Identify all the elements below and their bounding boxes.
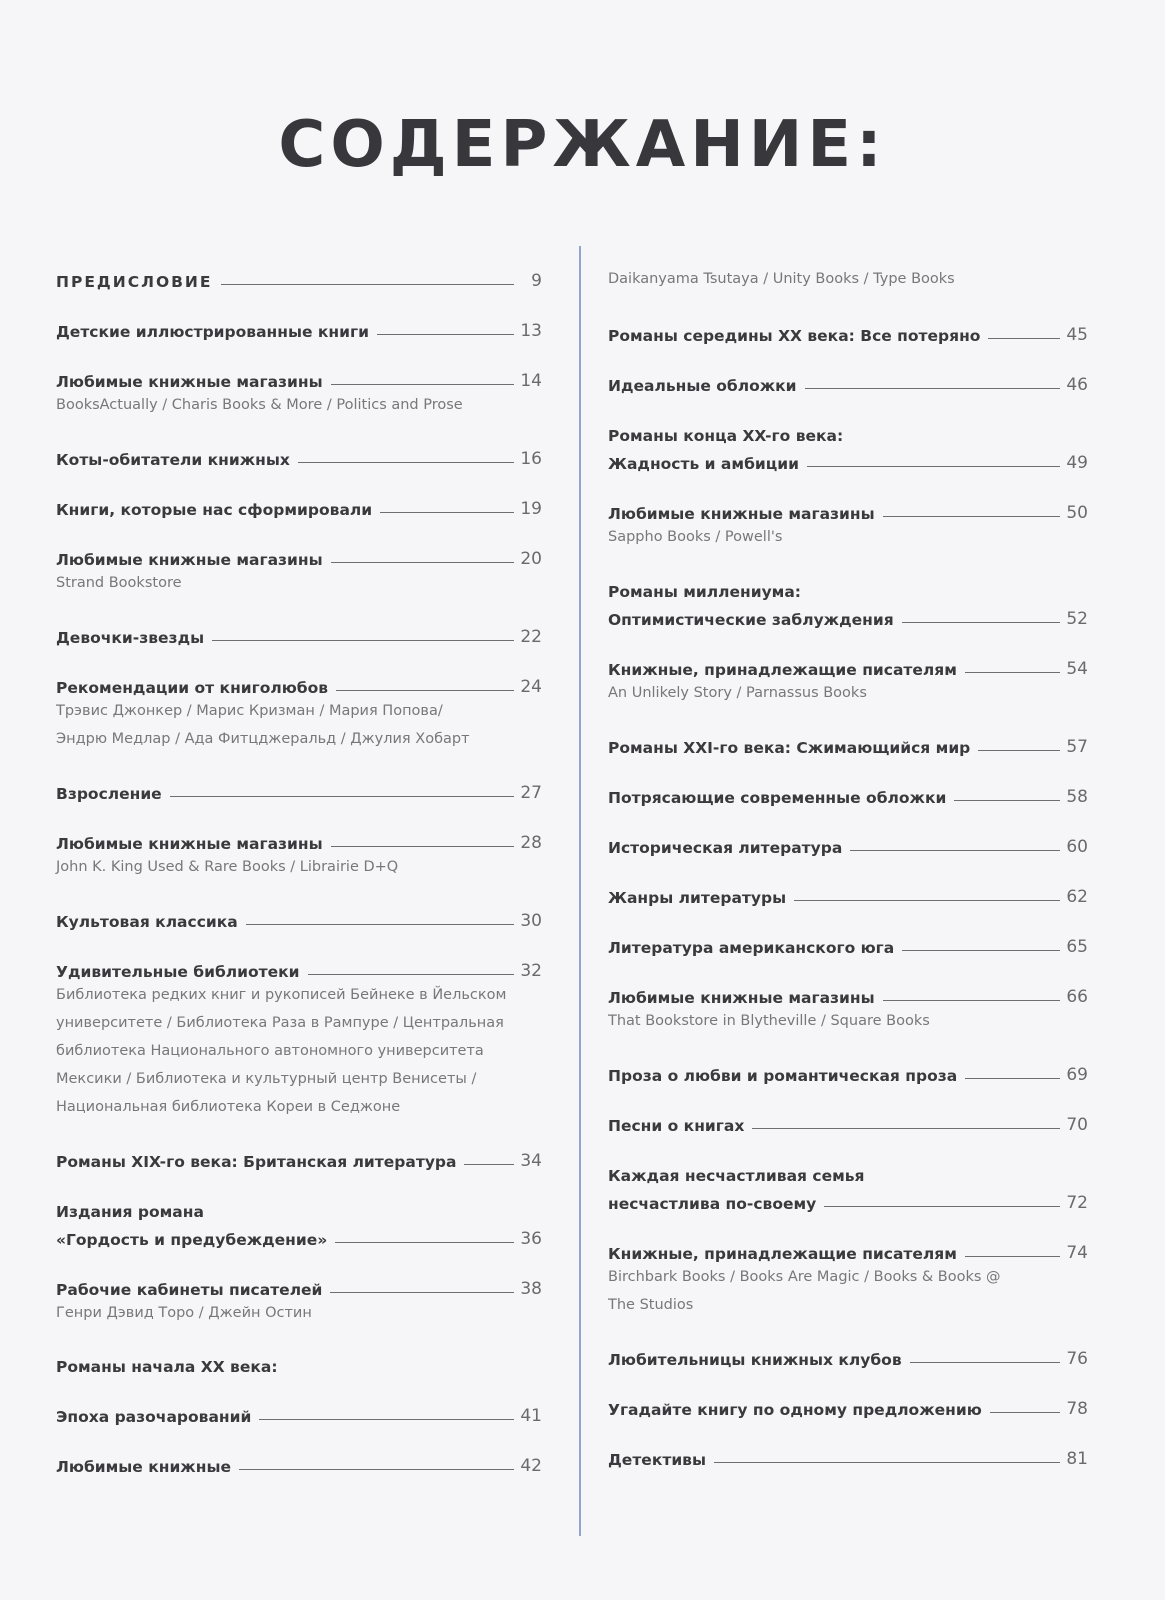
toc-entry xyxy=(56,493,542,519)
toc-entry-page: 32 xyxy=(520,961,542,981)
toc-entry-title: Девочки-звезды xyxy=(56,629,205,647)
leader-line xyxy=(824,1206,1060,1207)
toc-entry-title: Удивительные библиотеки xyxy=(56,963,300,981)
toc-entry-page: 41 xyxy=(520,1406,542,1426)
column-divider xyxy=(579,246,581,1536)
toc-entry xyxy=(608,1059,1088,1085)
toc-entry-line xyxy=(608,653,1088,679)
toc-entry-line xyxy=(56,265,542,291)
toc-entry-subtitle: Национальная библиотека Кореи в Седжоне xyxy=(56,1099,401,1115)
toc-entry xyxy=(56,905,542,931)
toc-entry-page: 81 xyxy=(1066,1449,1088,1469)
toc-entry-line xyxy=(608,1343,1088,1369)
toc-entry-line xyxy=(608,731,1088,757)
toc-entry xyxy=(56,443,542,469)
toc-entry-title: Любимые книжные xyxy=(56,1458,231,1476)
leader-line xyxy=(212,640,514,641)
leader-line xyxy=(902,950,1060,951)
toc-entry-title: несчастлива по-своему xyxy=(608,1195,817,1213)
toc-entry-title: Оптимистические заблуждения xyxy=(608,611,894,629)
toc-entry-title: Эпоха разочарований xyxy=(56,1408,252,1426)
toc-entry xyxy=(608,881,1088,907)
leader-line xyxy=(805,388,1060,389)
toc-entry xyxy=(608,1343,1088,1369)
toc-entry-line xyxy=(608,1393,1088,1419)
toc-entry-line xyxy=(608,419,1088,445)
toc-entry-page: 76 xyxy=(1066,1349,1088,1369)
toc-entry-line xyxy=(56,1223,542,1249)
leader-line xyxy=(259,1419,514,1420)
toc-entry-line xyxy=(608,447,1088,473)
toc-entry-page: 36 xyxy=(520,1229,542,1249)
page-title: СОДЕРЖАНИЕ: xyxy=(278,108,887,182)
leader-line xyxy=(377,334,514,335)
leader-line xyxy=(988,338,1060,339)
toc-entry-title: Жадность и амбиции xyxy=(608,455,799,473)
leader-line xyxy=(954,800,1060,801)
leader-line xyxy=(910,1362,1060,1363)
leader-line xyxy=(330,1292,514,1293)
toc-entry-line xyxy=(608,319,1088,345)
toc-entry-page: 30 xyxy=(520,911,542,931)
leader-line xyxy=(965,1078,1060,1079)
toc-entry-title: Жанры литературы xyxy=(608,889,787,907)
toc-entry xyxy=(608,831,1088,857)
leader-line xyxy=(794,900,1060,901)
toc-entry-line xyxy=(56,315,542,341)
toc-entry-title: Любимые книжные магазины xyxy=(56,551,323,569)
toc-entry xyxy=(608,1187,1088,1213)
toc-entry xyxy=(56,1195,542,1221)
toc-entry-page: 52 xyxy=(1066,609,1088,629)
toc-entry xyxy=(608,497,1088,551)
leader-line xyxy=(807,466,1060,467)
toc-entry xyxy=(608,653,1088,707)
toc-entry xyxy=(608,575,1088,601)
toc-entry xyxy=(56,955,542,1121)
toc-entry-subtitle: BooksActually / Charis Books & More / Politics and Prose xyxy=(56,397,463,413)
toc-entry-page: 20 xyxy=(520,549,542,569)
toc-entry-page: 49 xyxy=(1066,453,1088,473)
toc-entry-title: Коты-обитатели книжных xyxy=(56,451,290,469)
toc-entry-line xyxy=(608,1443,1088,1469)
toc-entry xyxy=(56,1223,542,1249)
toc-entry-line xyxy=(608,369,1088,395)
toc-entry-title: Романы XXI-го века: Сжимающийся мир xyxy=(608,739,971,757)
toc-entry-line xyxy=(608,931,1088,957)
toc-entry-page: 28 xyxy=(520,833,542,853)
toc-entry-subtitle: библиотека Национального автономного университета xyxy=(56,1043,484,1059)
toc-entry-title: «Гордость и предубеждение» xyxy=(56,1231,328,1249)
toc-entry-page: 42 xyxy=(520,1456,542,1476)
toc-entry-title: Литература американского юга xyxy=(608,939,895,957)
toc-entry-line xyxy=(608,831,1088,857)
toc-entry xyxy=(608,447,1088,473)
toc-entry-line xyxy=(56,443,542,469)
leader-line xyxy=(170,796,514,797)
toc-entry-title: Книжные, принадлежащие писателям xyxy=(608,661,957,679)
leader-line xyxy=(336,690,514,691)
toc-entry-page: 13 xyxy=(520,321,542,341)
toc-entry-line xyxy=(56,955,542,981)
toc-entry-title: Любимые книжные магазины xyxy=(56,835,323,853)
toc-entry xyxy=(608,1393,1088,1419)
toc-entry-subtitle: That Bookstore in Blytheville / Square Books xyxy=(608,1013,930,1029)
leader-line xyxy=(902,622,1060,623)
toc-entry-line xyxy=(56,777,542,803)
leader-line xyxy=(239,1469,514,1470)
leader-line xyxy=(883,1000,1060,1001)
toc-entry-page: 19 xyxy=(520,499,542,519)
toc-entry-title: Любимые книжные магазины xyxy=(608,505,875,523)
toc-entry-title: Угадайте книгу по одному предложению xyxy=(608,1401,982,1419)
toc-entry-line xyxy=(56,827,542,853)
toc-entry-page: 46 xyxy=(1066,375,1088,395)
toc-entry-line xyxy=(608,1237,1088,1263)
toc-entry-subtitle: университете / Библиотека Раза в Рампуре / Центральная xyxy=(56,1015,504,1031)
toc-entry-title: Романы начала XX века: xyxy=(56,1358,278,1376)
toc-entry-subtitle: Эндрю Медлар / Ада Фитцджеральд / Джулия Хобарт xyxy=(56,731,470,747)
toc-entry xyxy=(56,543,542,597)
leader-line xyxy=(464,1164,514,1165)
toc-entry xyxy=(56,1350,542,1376)
toc-entry-page: 38 xyxy=(520,1279,542,1299)
toc-entry xyxy=(56,265,542,291)
toc-entry-title: Детективы xyxy=(608,1451,707,1469)
toc-entry-line xyxy=(56,621,542,647)
toc-entry-subtitle: An Unlikely Story / Parnassus Books xyxy=(608,685,867,701)
toc-entry-line xyxy=(608,603,1088,629)
toc-entry-page: 66 xyxy=(1066,987,1088,1007)
toc-entry-title: Песни о книгах xyxy=(608,1117,745,1135)
toc-entry-line xyxy=(56,1400,542,1426)
toc-entry xyxy=(56,827,542,881)
toc-entry-subtitle: Sappho Books / Powell's xyxy=(608,529,783,545)
toc-entry xyxy=(608,981,1088,1035)
toc-entry-page: 54 xyxy=(1066,659,1088,679)
leader-line xyxy=(990,1412,1060,1413)
toc-entry-subtitle: Библиотека редких книг и рукописей Бейнеке в Йельском xyxy=(56,987,507,1003)
leader-line xyxy=(246,924,514,925)
toc-entry-title: Романы конца XX-го века: xyxy=(608,427,844,445)
leader-line xyxy=(752,1128,1060,1129)
toc-entry-page: 22 xyxy=(520,627,542,647)
toc-entry-title: Издания романа xyxy=(56,1203,204,1221)
toc-entry-page: 69 xyxy=(1066,1065,1088,1085)
toc-entry-subtitle: Генри Дэвид Торо / Джейн Остин xyxy=(56,1305,312,1321)
toc-entry-title: Любимые книжные магазины xyxy=(608,989,875,1007)
toc-entry-line xyxy=(56,543,542,569)
leader-line xyxy=(850,850,1060,851)
toc-entry-page: 74 xyxy=(1066,1243,1088,1263)
toc-entry-page: 24 xyxy=(520,677,542,697)
toc-entry-title: Романы середины XX века: Все потеряно xyxy=(608,327,981,345)
toc-entry-subtitle: John K. King Used & Rare Books / Librairie D+Q xyxy=(56,859,399,875)
toc-entry-line xyxy=(608,497,1088,523)
toc-entry-line xyxy=(608,881,1088,907)
toc-entry-line xyxy=(56,671,542,697)
toc-entry-page: 70 xyxy=(1066,1115,1088,1135)
leader-line xyxy=(308,974,514,975)
toc-entry-line xyxy=(56,1145,542,1171)
toc-entry-title: ПРЕДИСЛОВИЕ xyxy=(56,273,213,291)
leader-line xyxy=(331,384,514,385)
toc-entry xyxy=(608,1159,1088,1185)
toc-entry-subtitle: Daikanyama Tsutaya / Unity Books / Type Books xyxy=(608,271,955,287)
toc-entry-title: Книги, которые нас сформировали xyxy=(56,501,373,519)
toc-entry-title: Любительницы книжных клубов xyxy=(608,1351,902,1369)
toc-entry xyxy=(56,671,542,753)
leader-line xyxy=(221,284,515,285)
toc-entry xyxy=(608,1109,1088,1135)
toc-entry-page: 16 xyxy=(520,449,542,469)
toc-entry-line xyxy=(608,575,1088,601)
leader-line xyxy=(380,512,514,513)
leader-line xyxy=(298,462,514,463)
toc-entry xyxy=(608,265,1088,293)
leader-line xyxy=(714,1462,1060,1463)
toc-entry-page: 45 xyxy=(1066,325,1088,345)
toc-entry-title: Потрясающие современные обложки xyxy=(608,789,947,807)
toc-entry-page: 62 xyxy=(1066,887,1088,907)
toc-entry-title: Взросление xyxy=(56,785,162,803)
toc-entry-page: 14 xyxy=(520,371,542,391)
toc-entry-subtitle: Мексики / Библиотека и культурный центр Венисеты / xyxy=(56,1071,477,1087)
toc-entry xyxy=(608,369,1088,395)
toc-entry xyxy=(56,1145,542,1171)
toc-entry-line xyxy=(56,365,542,391)
toc-entry-page: 50 xyxy=(1066,503,1088,523)
toc-entry-title: Проза о любви и романтическая проза xyxy=(608,1067,958,1085)
leader-line xyxy=(331,562,514,563)
toc-entry-line xyxy=(56,493,542,519)
toc-entry-line xyxy=(608,781,1088,807)
toc-entry-line xyxy=(608,1059,1088,1085)
toc-entry-line xyxy=(608,1187,1088,1213)
toc-entry-page: 72 xyxy=(1066,1193,1088,1213)
toc-entry xyxy=(608,1237,1088,1319)
toc-entry-page: 58 xyxy=(1066,787,1088,807)
leader-line xyxy=(978,750,1060,751)
toc-entry xyxy=(608,1443,1088,1469)
toc-entry-line xyxy=(56,1195,542,1221)
toc-entry xyxy=(608,931,1088,957)
toc-entry xyxy=(608,603,1088,629)
toc-entry-subtitle: Strand Bookstore xyxy=(56,575,182,591)
leader-line xyxy=(883,516,1060,517)
toc-entry-title: Детские иллюстрированные книги xyxy=(56,323,369,341)
toc-entry-subtitle: Трэвис Джонкер / Марис Кризман / Мария Попова/ xyxy=(56,703,443,719)
toc-entry-title: Рекомендации от книголюбов xyxy=(56,679,329,697)
toc-entry-line xyxy=(608,1159,1088,1185)
toc-entry-title: Любимые книжные магазины xyxy=(56,373,323,391)
toc-entry-title: Романы миллениума: xyxy=(608,583,802,601)
toc-entry-page: 65 xyxy=(1066,937,1088,957)
toc-entry-title: Романы XIX-го века: Британская литература xyxy=(56,1153,457,1171)
toc-entry-title: Культовая классика xyxy=(56,913,238,931)
leader-line xyxy=(965,672,1060,673)
toc-entry-line xyxy=(608,1109,1088,1135)
toc-entry xyxy=(56,365,542,419)
toc-entry-line xyxy=(608,981,1088,1007)
leader-line xyxy=(335,1242,514,1243)
toc-entry xyxy=(56,315,542,341)
toc-entry-page: 78 xyxy=(1066,1399,1088,1419)
toc-entry-title: Идеальные обложки xyxy=(608,377,797,395)
toc-entry-title: Рабочие кабинеты писателей xyxy=(56,1281,323,1299)
toc-entry-title: Каждая несчастливая семья xyxy=(608,1167,865,1185)
toc-entry-page: 57 xyxy=(1066,737,1088,757)
toc-entry-subtitle: Birchbark Books / Books Are Magic / Books & Books @ xyxy=(608,1269,1001,1285)
toc-entry-subtitle: The Studios xyxy=(608,1297,694,1313)
toc-entry-line xyxy=(56,1273,542,1299)
toc-entry xyxy=(608,781,1088,807)
toc-entry xyxy=(56,777,542,803)
leader-line xyxy=(331,846,514,847)
toc-entry-page: 34 xyxy=(520,1151,542,1171)
toc-entry-line xyxy=(56,905,542,931)
toc-entry-title: Книжные, принадлежащие писателям xyxy=(608,1245,957,1263)
toc-entry-page: 9 xyxy=(531,271,542,291)
leader-line xyxy=(965,1256,1060,1257)
toc-entry xyxy=(608,731,1088,757)
toc-entry xyxy=(56,1450,542,1476)
toc-entry-page: 60 xyxy=(1066,837,1088,857)
toc-entry xyxy=(56,1400,542,1426)
toc-entry-line xyxy=(56,1450,542,1476)
toc-entry-page: 27 xyxy=(520,783,542,803)
toc-entry xyxy=(56,1273,542,1327)
toc-entry xyxy=(56,621,542,647)
toc-entry xyxy=(608,319,1088,345)
toc-entry xyxy=(608,419,1088,445)
toc-entry-line xyxy=(56,1350,542,1376)
toc-entry-title: Историческая литература xyxy=(608,839,843,857)
